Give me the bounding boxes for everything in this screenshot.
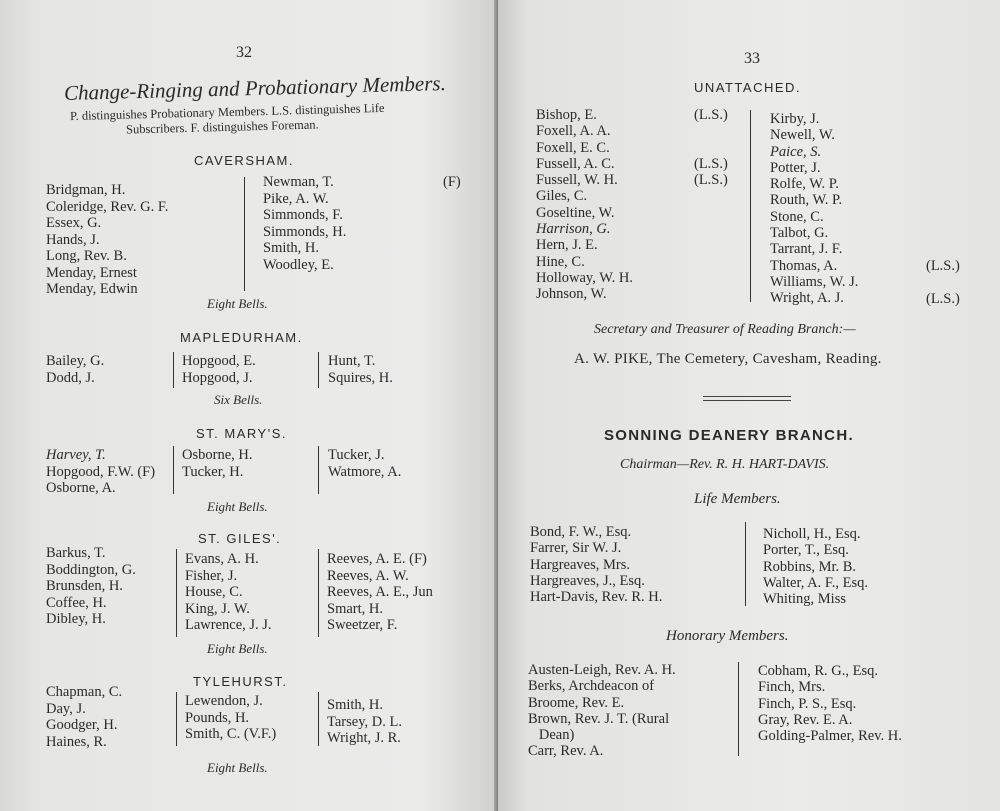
member-name: Foxell, E. C. [536,139,610,156]
member-name: Essex, G. [46,215,102,231]
member-name: Tucker, H. [182,463,244,480]
member-name: Walter, A. F., Esq. [763,574,869,591]
st-marys-col2 [182,447,252,480]
member-name: Smith, C. (V.F.) [185,726,277,742]
member-name: Reeves, A. E., Jun [327,584,433,600]
life-subscriber-mark [694,123,728,139]
column-divider [318,446,319,494]
life-members-heading: Life Members. [694,491,781,507]
st-marys-col3 [328,447,401,480]
member-name: Hargreaves, J., Esq. [530,572,645,589]
member-name: Williams, W. J. [770,273,859,290]
member-name: Simmonds, F. [263,207,343,223]
member-name: Hopgood, F.W. (F) [46,463,156,480]
member-name: Robbins, Mr. B. [763,558,857,575]
member-name: Farrer, Sir W. J. [530,540,622,557]
member-name: Pounds, H. [185,709,250,726]
member-name: Reeves, A. E. (F) [327,551,427,567]
member-name: Woodley, E. [263,256,334,273]
column-divider [750,110,751,302]
member-name: Menday, Edwin [46,281,138,297]
life-subscriber-mark [694,140,728,156]
bells-tylehurst: Eight Bells. [207,760,268,775]
member-name: Watmore, A. [328,463,402,480]
member-name: Hands, J. [46,231,100,248]
member-name: Gray, Rev. E. A. [758,711,853,728]
life-subscriber-mark: (L.S.) [926,291,960,307]
section-heading-st-marys: ST. MARY'S. [196,426,287,441]
member-name: Rolfe, W. P. [770,176,839,193]
section-divider [703,396,791,401]
member-name: House, C. [185,584,243,600]
member-name: Reeves, A. W. [327,567,409,584]
member-name: Goodger, H. [46,717,118,733]
member-name: Brunsden, H. [46,578,123,594]
member-name: King, J. W. [185,600,250,617]
column-divider [244,177,245,291]
member-name: Coleridge, Rev. G. F. [46,198,169,215]
foreman-mark: (F) [443,174,461,190]
life-members-col2 [763,526,868,607]
caversham-col1 [46,182,168,298]
member-name: Finch, P. S., Esq. [758,695,857,712]
member-name: Potter, J. [770,159,821,176]
honorary-members-col2 [758,663,902,744]
section-heading-unattached: UNATTACHED. [694,80,802,95]
member-name: Chapman, C. [46,684,123,700]
column-divider [173,446,174,494]
member-name: Hine, C. [536,253,585,270]
member-name: Sweetzer, F. [327,617,398,633]
member-name: Smith, H. [263,240,319,256]
column-divider [318,352,319,388]
member-name: Evans, A. H. [185,551,259,567]
tylehurst-col3 [327,697,402,747]
member-name: Foxell, A. A. [536,123,611,140]
page-number: 33 [744,50,760,67]
member-name: Golding-Palmer, Rev. H. [758,728,902,745]
st-giles-col2 [185,551,272,634]
member-name: Pike, A. W. [263,190,329,207]
member-name: Squires, H. [328,369,393,386]
column-divider [176,549,177,637]
member-name: Finch, Mrs. [758,679,826,696]
member-name: Hopgood, E. [182,353,256,369]
st-marys-col1 [46,447,155,497]
member-name: Wright, A. J. [770,290,844,307]
member-name: Cobham, R. G., Esq. [758,663,879,679]
member-name: Hargreaves, Mrs. [530,556,630,573]
member-name: Johnson, W. [536,286,607,303]
section-heading-mapledurham: MAPLEDURHAM. [180,330,303,345]
section-heading-st-giles: ST. GILES'. [198,531,282,546]
member-name: Bridgman, H. [46,182,126,198]
mapledurham-col1 [46,353,104,386]
section-heading-sonning: SONNING DEANERY BRANCH. [604,427,854,444]
unattached-col1 [536,107,633,303]
member-name: Berks, Archdeacon of [528,678,655,695]
member-name: Whiting, Miss [763,591,846,608]
honorary-members-heading: Honorary Members. [666,628,789,644]
member-name: Kirby, J. [770,111,820,127]
member-name: Goseltine, W. [536,204,615,221]
member-name: Austen-Leigh, Rev. A. H. [528,662,676,678]
member-name: Bailey, G. [46,353,105,369]
member-name: Fussell, W. H. [536,172,618,189]
bells-st-marys: Eight Bells. [207,499,268,514]
member-name: Day, J. [46,700,86,717]
member-name: Osborne, A. [46,480,116,496]
member-name: Barkus, T. [46,545,106,561]
member-name: Long, Rev. B. [46,248,127,264]
member-name: Thomas, A. [770,257,838,274]
member-name: Smart, H. [327,600,383,617]
unattached-col1-marks [694,107,728,188]
column-divider [176,692,177,746]
chairman: Chairman—Rev. R. H. HART-DAVIS. [620,457,830,472]
mapledurham-col2 [182,353,256,386]
bells-mapledurham: Six Bells. [214,392,263,407]
member-name: Harvey, T. [46,447,106,463]
member-name: Lewendon, J. [185,693,263,709]
member-name: Bond, F. W., Esq. [530,524,632,540]
column-divider [173,352,174,388]
member-name: Stone, C. [770,208,824,225]
member-name: Harrison, G. [536,221,611,238]
page-title: Change-Ringing and Probationary Members. [63,71,447,105]
life-subscriber-mark: (L.S.) [694,172,728,189]
member-name: Bishop, E. [536,107,597,123]
left-page [0,0,498,811]
section-heading-tylehurst: TYLEHURST. [193,674,288,689]
member-name: Newman, T. [263,174,334,190]
member-name: Paice, S. [770,143,822,160]
member-name: Broome, Rev. E. [528,694,625,711]
member-name: Wright, J. R. [327,730,401,746]
member-name: Hern, J. E. [536,237,598,254]
bells-st-giles: Eight Bells. [207,641,268,656]
member-name: Dean) [528,727,575,744]
honorary-members-col1 [528,662,676,760]
page-number: 32 [236,44,252,61]
member-name: Tarsey, D. L. [327,713,402,730]
member-name: Smith, H. [327,697,383,713]
member-name: Giles, C. [536,188,588,205]
member-name: Fisher, J. [185,567,238,584]
member-name: Lawrence, J. J. [185,617,272,633]
caversham-col2 [263,174,346,273]
member-name: Routh, W. P. [770,192,843,209]
member-name: Fussell, A. C. [536,155,615,172]
bells-caversham: Eight Bells. [207,296,268,311]
section-heading-caversham: CAVERSHAM. [194,153,294,168]
st-giles-col1 [46,545,136,628]
life-subscriber-mark: (L.S.) [694,107,728,123]
member-name: Talbot, G. [770,225,829,242]
member-name: Menday, Ernest [46,264,137,281]
tylehurst-col2 [185,693,276,743]
secretary-label: Secretary and Treasurer of Reading Branch:— [594,322,856,337]
member-name: Simmonds, H. [263,223,347,240]
member-name: Osborne, H. [182,447,253,463]
member-name: Dibley, H. [46,611,106,627]
member-name: Hart-Davis, Rev. R. H. [530,589,663,606]
member-name: Porter, T., Esq. [763,542,849,559]
member-name: Carr, Rev. A. [528,743,604,760]
member-name: Boddington, G. [46,561,136,578]
abbreviation-note-line1: P. distinguishes Probationary Members. L.S. distinguishes Life [69,100,385,124]
column-divider [738,662,739,756]
member-name: Hopgood, J. [182,369,253,386]
life-subscriber-mark: (L.S.) [926,258,960,274]
column-divider [745,522,746,606]
member-name: Holloway, W. H. [536,269,633,286]
member-name: Dodd, J. [46,369,95,386]
secretary-address: A. W. PIKE, The Cemetery, Cavesham, Reading. [574,351,882,367]
member-name: Hunt, T. [328,353,376,369]
member-name: Tucker, J. [328,447,385,463]
column-divider [318,549,319,637]
right-page [498,0,1000,811]
member-name: Brown, Rev. J. T. (Rural [528,710,670,727]
member-name: Newell, W. [770,127,835,144]
st-giles-col3 [327,551,433,634]
column-divider [318,692,319,746]
member-name: Tarrant, J. F. [770,241,843,258]
member-name: Haines, R. [46,733,107,750]
life-members-col1 [530,524,662,605]
member-name: Coffee, H. [46,594,107,611]
member-name: Nicholl, H., Esq. [763,526,861,542]
unattached-col2 [770,111,858,307]
life-subscriber-mark: (L.S.) [694,155,728,172]
abbreviation-note-line2: Subscribers. F. distinguishes Foreman. [125,117,319,137]
tylehurst-col1 [46,684,122,750]
mapledurham-col3 [328,353,393,386]
